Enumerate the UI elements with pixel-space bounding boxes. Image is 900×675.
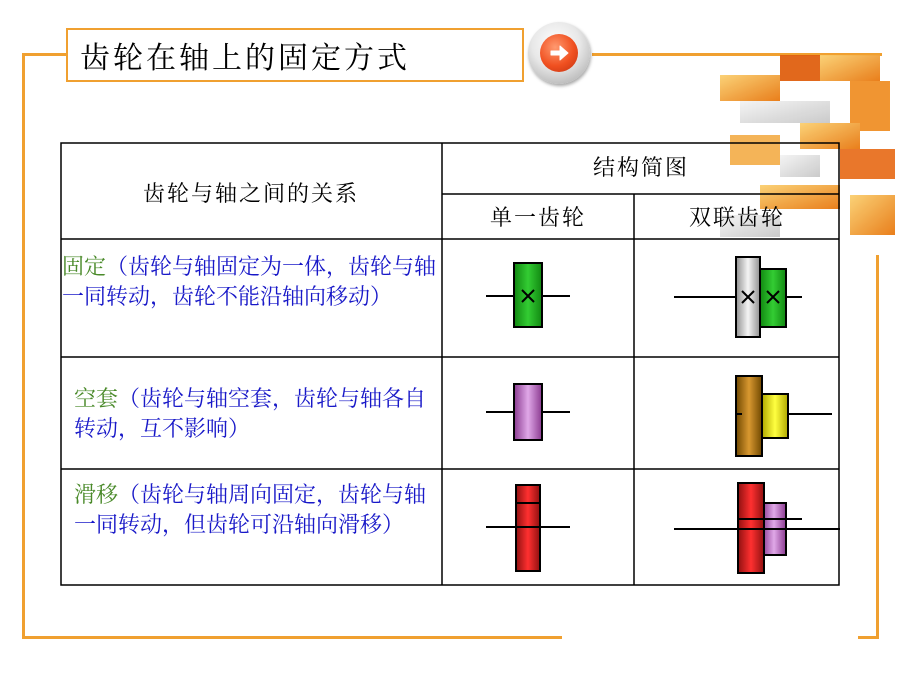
row-idle-name: 空套 <box>74 387 119 412</box>
header-relation: 齿轮与轴之间的关系 <box>142 182 359 207</box>
arrow-right-icon <box>540 34 578 72</box>
row-idle-desc: （齿轮与轴空套，齿轮与轴各自转动，互不影响） <box>74 387 427 442</box>
row-fixed-text <box>62 253 438 313</box>
header-single-gear: 单一齿轮 <box>489 206 586 231</box>
fixing-methods-table <box>60 142 840 586</box>
next-button[interactable] <box>528 22 590 84</box>
header-double-gear: 双联齿轮 <box>688 206 785 231</box>
frame-line-right <box>876 255 879 638</box>
diagram-sliding-single <box>442 469 634 585</box>
diagram-fixed-single <box>442 239 634 357</box>
frame-line-top-left <box>22 53 66 56</box>
row-fixed-desc: （齿轮与轴固定为一体，齿轮与轴一同转动，齿轮不能沿轴向移动） <box>62 255 437 310</box>
row-sliding-desc: （齿轮与轴周向固定，齿轮与轴一同转动，但齿轮可沿轴向滑移） <box>74 483 427 538</box>
row-fixed-name: 固定 <box>62 255 107 280</box>
frame-line-bottom <box>22 636 562 639</box>
frame-line-bottom-right <box>858 636 879 639</box>
row-sliding-name: 滑移 <box>74 483 119 508</box>
row-sliding-text <box>74 481 438 541</box>
diagram-fixed-double <box>634 239 840 357</box>
diagram-idle-double <box>634 357 840 469</box>
row-idle-text <box>74 385 438 445</box>
frame-line-left <box>22 53 25 638</box>
diagram-sliding-double <box>634 469 840 585</box>
header-diagram: 结构简图 <box>592 156 689 181</box>
diagram-idle-single <box>442 357 634 469</box>
page-title: 齿轮在轴上的固定方式 <box>66 28 524 82</box>
